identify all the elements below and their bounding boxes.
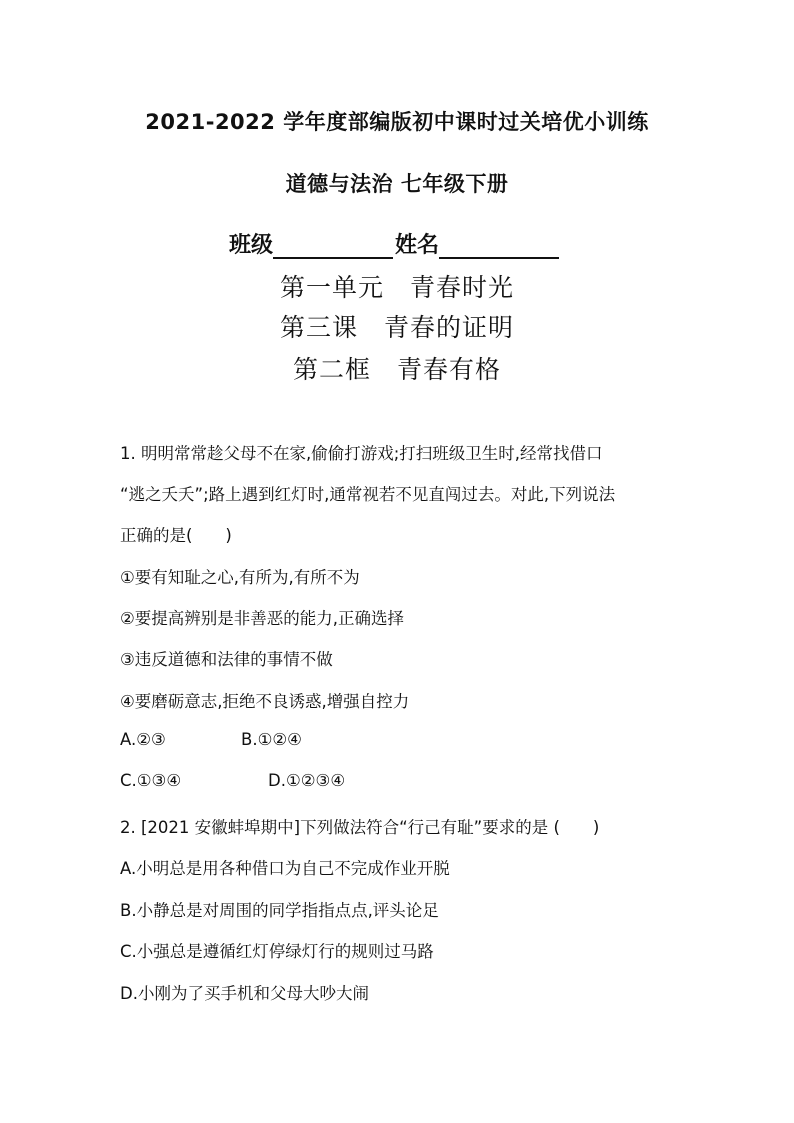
q1-stem-line3: 正确的是( )	[120, 526, 232, 545]
q1-choice-a[interactable]: A.②③	[120, 730, 166, 749]
name-blank[interactable]	[439, 233, 559, 259]
lesson-heading: 第三课 青春的证明	[279, 313, 514, 342]
q1-stem-line2: “逃之夭夭”;路上遇到红灯时,通常视若不见直闯过去。对此,下列说法	[120, 485, 616, 504]
q2-choice-d[interactable]: D.小刚为了买手机和父母大吵大闹	[120, 984, 369, 1003]
q1-statement-1: ①要有知耻之心,有所为,有所不为	[120, 568, 360, 587]
unit-heading: 第一单元 青春时光	[279, 273, 514, 302]
student-info-row	[229, 228, 561, 259]
worksheet-title: 2021-2022 学年度部编版初中课时过关培优小训练	[145, 110, 649, 134]
q1-choice-b[interactable]: B.①②④	[241, 730, 302, 749]
q2-stem: 2. [2021 安徽蚌埠期中]下列做法符合“行己有耻”要求的是 ( )	[120, 818, 600, 837]
q1-statement-3: ③违反道德和法律的事情不做	[120, 650, 333, 669]
q1-statement-2: ②要提高辨别是非善恶的能力,正确选择	[120, 609, 405, 628]
q1-choice-c[interactable]: C.①③④	[120, 771, 182, 790]
name-label: 姓名	[395, 233, 440, 258]
q2-choice-a[interactable]: A.小明总是用各种借口为自己不完成作业开脱	[120, 859, 450, 878]
frame-heading: 第二框 青春有格	[292, 355, 501, 384]
subject-subtitle: 道德与法治 七年级下册	[285, 172, 509, 196]
class-blank[interactable]	[273, 233, 393, 259]
q1-choice-d[interactable]: D.①②③④	[268, 771, 346, 790]
q2-choice-b[interactable]: B.小静总是对周围的同学指指点点,评头论足	[120, 901, 439, 920]
class-label: 班级	[229, 233, 274, 258]
q2-choice-c[interactable]: C.小强总是遵循红灯停绿灯行的规则过马路	[120, 942, 434, 961]
q1-statement-4: ④要磨砺意志,拒绝不良诱惑,增强自控力	[120, 692, 410, 711]
q1-stem-line1: 1. 明明常常趁父母不在家,偷偷打游戏;打扫班级卫生时,经常找借口	[120, 444, 603, 463]
